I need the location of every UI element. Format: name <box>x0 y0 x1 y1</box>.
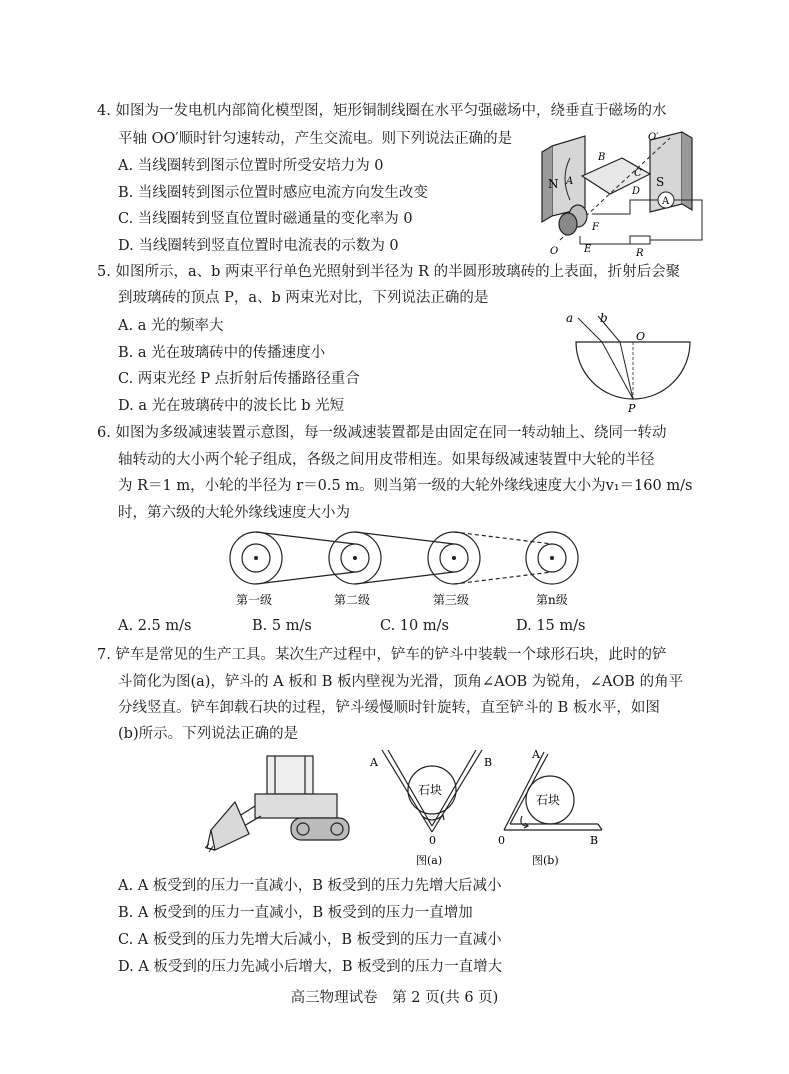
q4-option-d: D. 当线圈转到竖直位置时电流表的示数为 0 <box>118 238 399 254</box>
label-o: O <box>550 246 559 257</box>
generator-figure <box>530 128 710 258</box>
q6-option-b: B. 5 m/s <box>252 618 312 634</box>
label-r: R <box>636 248 644 258</box>
q5-stem-line2: 到玻璃砖的顶点 P，a、b 两束光对比，下列说法正确的是 <box>118 290 489 306</box>
label-a-ray: a <box>566 311 574 325</box>
q5-option-c: C. 两束光经 P 点折射后传播路径重合 <box>118 371 360 387</box>
semicircle-glass-figure <box>556 310 706 416</box>
q7-stem-line2: 斗简化为图(a)，铲斗的 A 板和 B 板内壁视为光滑，顶角∠AOB 为锐角，∠AOB 的角平 <box>118 674 684 690</box>
stage-label-2: 第二级 <box>334 593 371 607</box>
q7-stem-line4: (b)所示。下列说法正确的是 <box>118 726 299 742</box>
q7-option-d: D. A 板受到的压力先减小后增大，B 板受到的压力一直增大 <box>118 959 503 975</box>
q6-option-a: A. 2.5 m/s <box>118 618 192 634</box>
fig-a-label-a: A <box>370 756 378 769</box>
label-p: P <box>628 402 636 415</box>
q5-stem-line1: 5. 如图所示，a、b 两束平行单色光照射到半径为 R 的半圆形玻璃砖的上表面，折射后会聚 <box>97 264 681 280</box>
q5-option-b: B. a 光在玻璃砖中的传播速度小 <box>118 345 326 361</box>
fig-a-caption: 图(a) <box>416 854 443 867</box>
loader-illustration <box>205 746 355 858</box>
label-d: D <box>632 186 641 197</box>
label-s: S <box>656 175 665 189</box>
q6-stem-line4: 时，第六级的大轮外缘线速度大小为 <box>118 505 350 521</box>
q5-option-d: D. a 光在玻璃砖中的波长比 b 光短 <box>118 398 345 414</box>
q4-option-a: A. 当线圈转到图示位置时所受安培力为 0 <box>118 158 384 174</box>
fig-b-label-a: A <box>532 748 540 761</box>
stage-label-3: 第三级 <box>433 593 470 607</box>
fig-b-stone: 石块 <box>536 793 561 807</box>
q6-stem-line1: 6. 如图为多级减速装置示意图，每一级减速装置都是由固定在同一转动轴上、绕同一转动 <box>97 425 667 441</box>
q7-stem-line1: 7. 铲车是常见的生产工具。某次生产过程中，铲车的铲斗中装载一个球形石块，此时的铲 <box>97 647 667 663</box>
label-b: B <box>598 152 606 163</box>
fig-a-label-b: B <box>484 756 493 769</box>
label-b-ray: b <box>600 311 608 325</box>
q4-option-b: B. 当线圈转到图示位置时感应电流方向发生改变 <box>118 185 428 201</box>
q6-option-d: D. 15 m/s <box>516 618 586 634</box>
q6-options <box>118 618 708 638</box>
ammeter-label: A <box>662 196 670 207</box>
q5-option-a: A. a 光的频率大 <box>118 318 224 334</box>
q4-stem-line1: 4. 如图为一发电机内部简化模型图，矩形铜制线圈在水平匀强磁场中，绕垂直于磁场的水 <box>97 103 667 119</box>
fig-a-stone: 石块 <box>418 783 443 797</box>
reduction-gear-figure <box>222 528 582 608</box>
q7-option-b: B. A 板受到的压力一直减小，B 板受到的压力一直增加 <box>118 905 473 921</box>
q6-option-c: C. 10 m/s <box>380 618 449 634</box>
q6-stem-line3: 为 R＝1 m，小轮的半径为 r＝0.5 m。则当第一级的大轮外缘线速度大小为v₁＝160 m/s <box>118 478 693 494</box>
fig-a-label-o: 0 <box>429 834 436 847</box>
label-e: E <box>584 244 592 255</box>
label-o-prime: O′ <box>648 132 659 143</box>
fig-b-label-o: 0 <box>498 834 505 847</box>
label-c: C <box>634 168 642 179</box>
fig-b-caption: 图(b) <box>532 854 559 867</box>
q4-stem-line2: 平轴 OO′顺时针匀速转动，产生交流电。则下列说法正确的是 <box>118 131 513 147</box>
label-o-center: O <box>636 330 646 343</box>
label-n: N <box>548 177 559 191</box>
fig-b-label-b: B <box>590 834 599 847</box>
bucket-figure-b <box>494 746 614 868</box>
q7-option-a: A. A 板受到的压力一直减小，B 板受到的压力先增大后减小 <box>118 878 502 894</box>
stage-label-1: 第一级 <box>236 593 273 607</box>
q7-stem-line3: 分线竖直。铲车卸载石块的过程，铲斗缓慢顺时针旋转，直至铲斗的 B 板水平，如图 <box>118 700 660 716</box>
stage-label-n: 第n级 <box>536 593 568 607</box>
q4-option-c: C. 当线圈转到竖直位置时磁通量的变化率为 0 <box>118 211 413 227</box>
label-a: A <box>566 176 574 187</box>
bucket-figure-a <box>366 746 498 868</box>
q6-stem-line2: 轴转动的大小两个轮子组成，各级之间用皮带相连。如果每级减速装置中大轮的半径 <box>118 452 655 468</box>
page-footer: 高三物理试卷 第 2 页(共 6 页) <box>290 990 499 1006</box>
label-f: F <box>592 222 599 233</box>
q7-option-c: C. A 板受到的压力先增大后减小，B 板受到的压力一直减小 <box>118 932 502 948</box>
